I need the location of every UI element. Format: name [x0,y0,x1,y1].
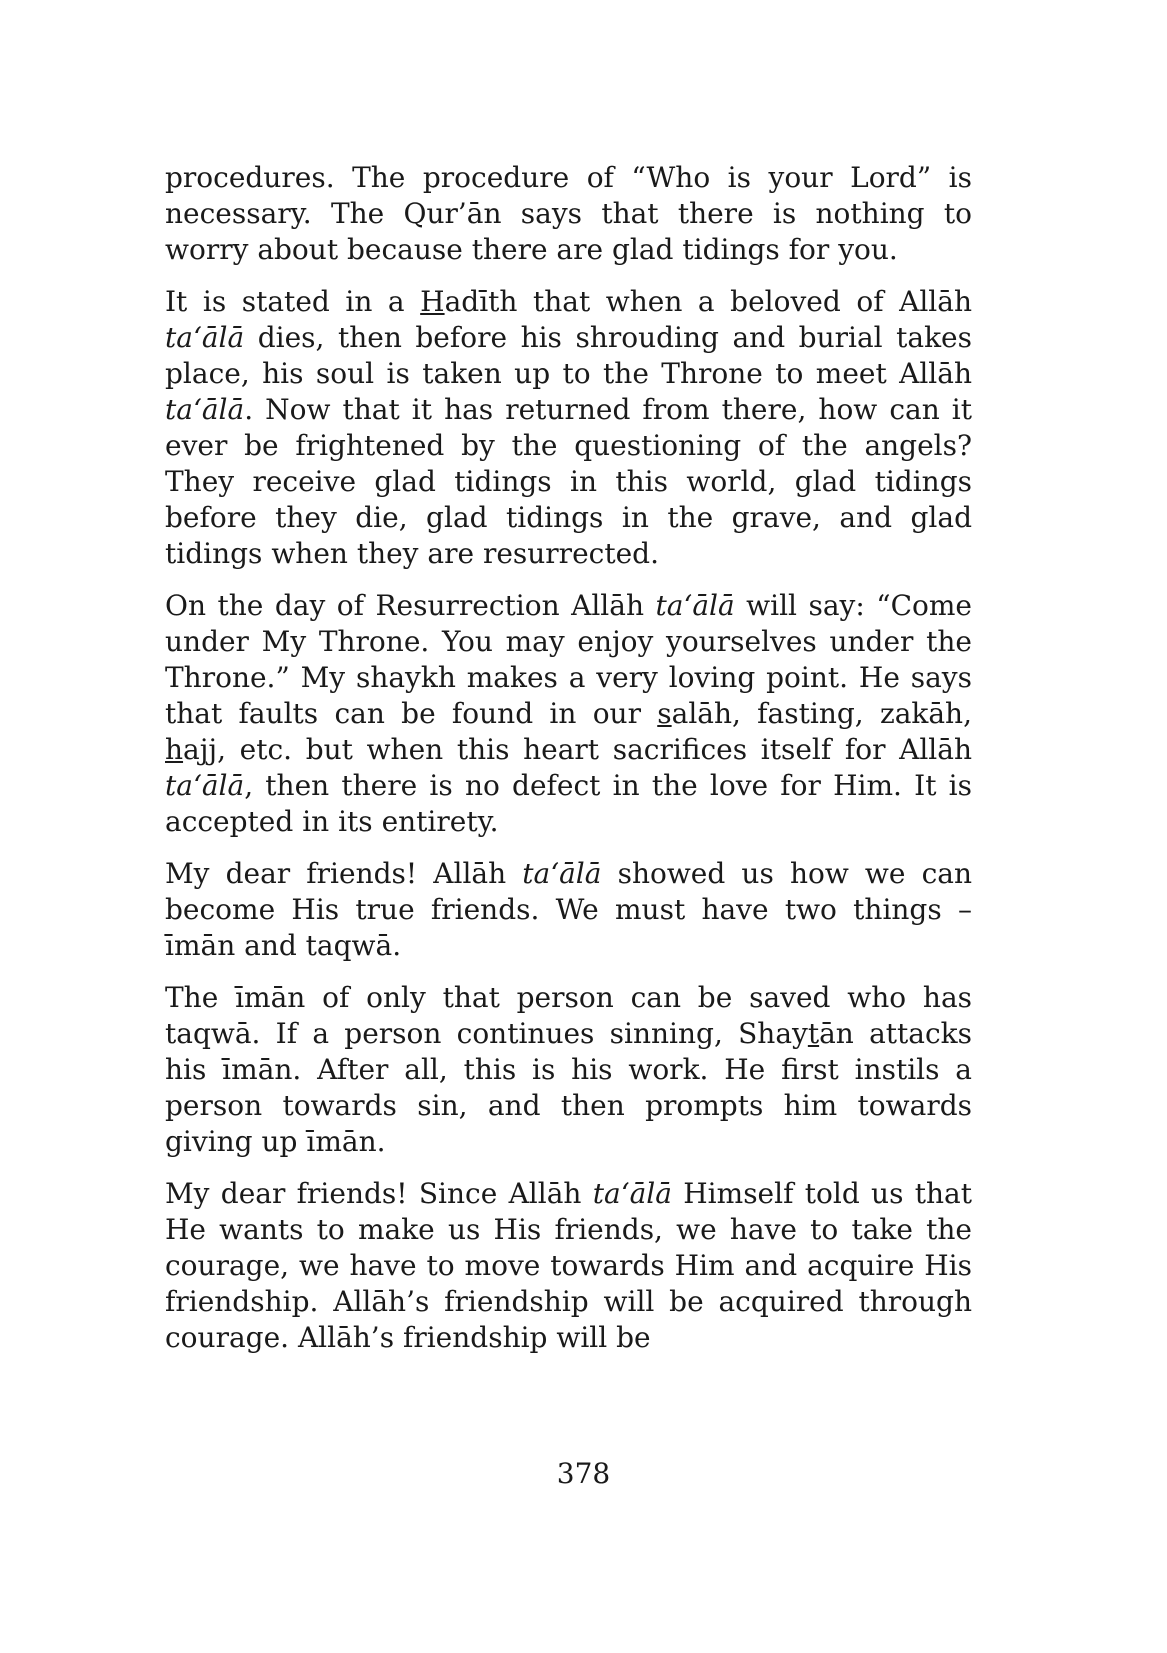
italic-text: ta‘ālā [165,393,245,426]
text-run: My dear friends! Allāh [165,857,523,890]
paragraph [165,980,972,1160]
text-run: On the day of Resurrection Allāh [165,589,656,622]
text-run: My dear friends! Since Allāh [165,1177,593,1210]
text-run: It is stated in a [165,285,421,318]
text-run: . Now that it has returned from there, how can it ever be frightened by the questioning of the angels? They receive glad tidings in this world, glad tidings before they die, glad tidings in the grave, and glad tidings when they are resurrected. [165,393,972,570]
text-run: adīth that when a beloved of Allāh [444,285,972,318]
italic-text: ta‘ālā [165,769,245,802]
italic-text: ta‘ālā [655,589,735,622]
italic-text: ta‘ālā [165,321,245,354]
body-text [165,160,972,1372]
text-run: The īmān of only that person can be saved who has taqwā. If a person continues sinning, Shay [165,981,972,1050]
text-run: procedures. The procedure of “Who is your Lord” is necessary. The Qur’ān says that there is nothing to worry about because there are glad tidings for you. [165,161,972,266]
underlined-letter: h [165,733,184,766]
paragraph [165,160,972,268]
text-run: will say: “Come under My Throne. You may enjoy yourselves under the Throne.” My shaykh makes a very loving point. He says that faults can be found in our [165,589,972,730]
underlined-letter: H [420,285,445,318]
text-run: dies, then before his shrouding and burial takes place, his soul is taken up to the Throne to meet Allāh [165,321,972,390]
text-run: ān attacks his īmān. After all, this is his work. He first instils a person towards sin, and then prompts him towards giving up īmān. [165,1017,972,1158]
italic-text: ta‘ālā [592,1177,672,1210]
underlined-letter: s [657,697,672,730]
text-run: Himself told us that He wants to make us His friends, we have to take the courage, we have to move towards Him and acquire His friendship. Allāh’s friendship will be acquired through courage. Allāh’s friendship will be [165,1177,973,1354]
underlined-letter: t [807,1017,820,1050]
paragraph [165,1176,972,1356]
paragraph [165,284,972,572]
text-run: alāh, fasting, zakāh, [671,697,972,730]
text-run: , then there is no defect in the love for Him. It is accepted in its entirety. [165,769,972,838]
paragraph [165,588,972,840]
page-number: 378 [556,1457,611,1490]
text-run: ajj, etc. but when this heart sacrifices itself for Allāh [183,733,972,766]
paragraph [165,856,972,964]
italic-text: ta‘ālā [522,857,602,890]
text-run: showed us how we can become His true friends. We must have two things – īmān and taqwā. [165,857,972,962]
